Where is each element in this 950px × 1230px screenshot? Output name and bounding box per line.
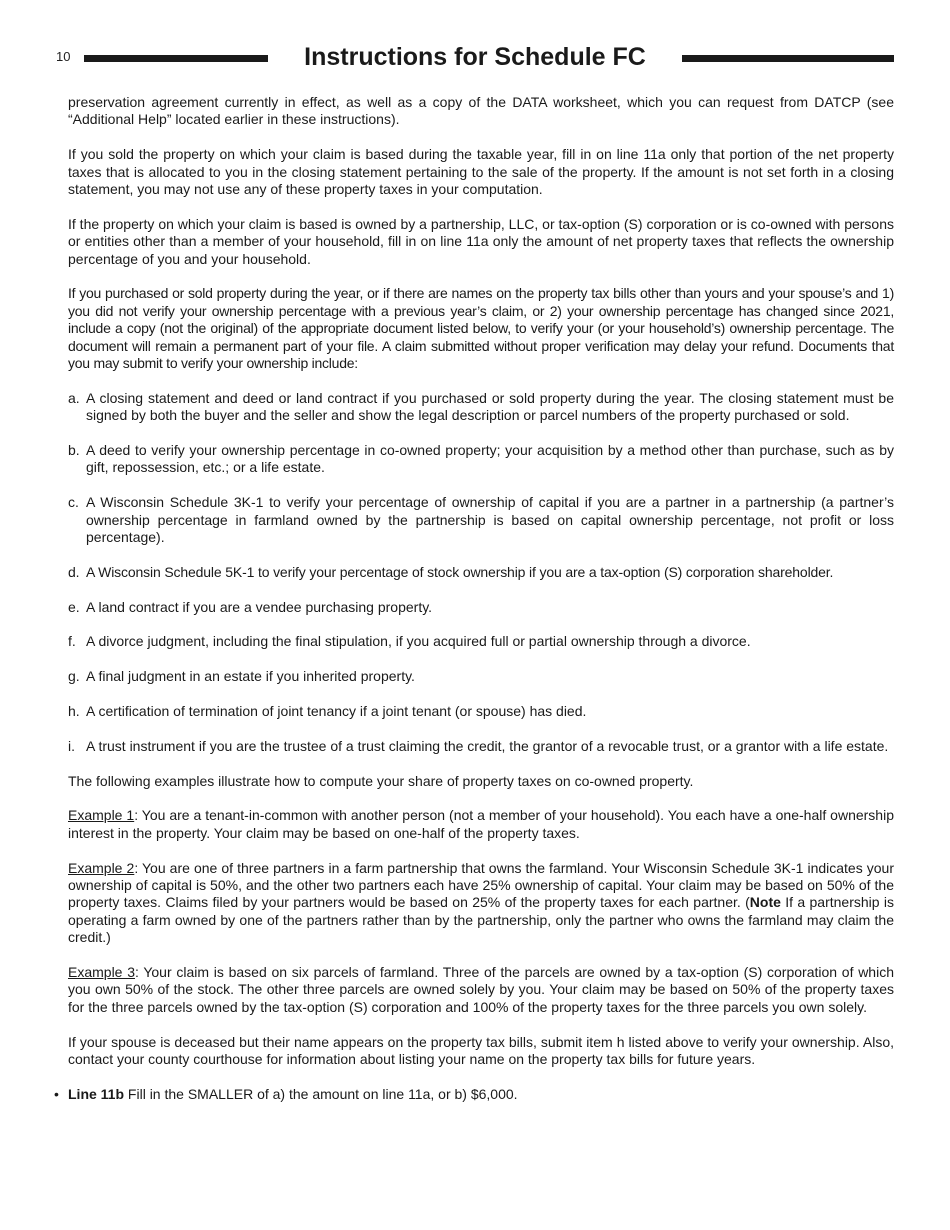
example-text: : Your claim is based on six parcels of farmland. Three of the parcels are owned by a tax-option (S) corporation of which you own 50% of the stock. The other three parcels are owned solely by you. Your claim may be based on 50% of the property taxes for the three parcels owned by the tax-option (S) corporation and 100% of the property taxes for the three parcels you own solely. xyxy=(68,964,894,1015)
list-marker: b. xyxy=(68,442,80,459)
list-item-text: A land contract if you are a vendee purchasing property. xyxy=(86,598,433,615)
list-item-text: A certification of termination of joint tenancy if a joint tenant (or spouse) has died. xyxy=(86,703,587,720)
example-3 xyxy=(68,964,894,1016)
line-11b-instruction xyxy=(54,1085,894,1103)
note-label: Note xyxy=(749,894,781,911)
list-item xyxy=(68,599,894,616)
list-item-text: A final judgment in an estate if you inherited property. xyxy=(86,668,415,685)
header-rule-left xyxy=(84,55,268,62)
bullet: • xyxy=(54,1085,59,1102)
list-item xyxy=(68,738,894,755)
page-title: Instructions for Schedule FC xyxy=(304,43,646,71)
example-text: : You are a tenant-in-common with another person (not a member of your household). You each have a one-half ownership interest in the property. Your claim may be based on one-half of the property taxes. xyxy=(68,807,894,841)
list-item-text: A closing statement and deed or land contract if you purchased or sold property during the year. The closing statement must be signed by both the buyer and the seller and show the legal description or parcel numbers of the property purchased or sold. xyxy=(86,389,894,424)
list-item xyxy=(68,668,894,685)
instructions-body xyxy=(54,94,894,1121)
paragraph-deceased-spouse: If your spouse is deceased but their name appears on the property tax bills, submit item h listed above to verify your ownership. Also, contact your county courthouse for information about listing your name on the property tax bills for future years. xyxy=(68,1033,894,1068)
example-note-text: If a partnership is operating a farm owned by one of the partners rather than by the partnership, only the partner who owns the farmland may claim the credit.) xyxy=(68,894,894,946)
list-marker: g. xyxy=(68,668,80,685)
list-item xyxy=(68,390,894,425)
paragraph-sold-property: If you sold the property on which your claim is based during the taxable year, fill in on line 11a only that portion of the net property taxes that is allocated to you in the closing statement pertaining to the sale of the property. If the amount is not set forth in a closing statement, you may not use any of these property taxes in your computation. xyxy=(68,146,894,198)
list-item xyxy=(68,703,894,720)
list-item-text: A trust instrument if you are the trustee of a trust claiming the credit, the grantor of a revocable trust, or a grantor with a life estate. xyxy=(86,737,889,754)
line-11b-text: Fill in the SMALLER of a) the amount on line 11a, or b) $6,000. xyxy=(124,1085,518,1102)
line-11b-label: Line 11b xyxy=(68,1085,125,1102)
list-item-text: A Wisconsin Schedule 3K-1 to verify your percentage of ownership of capital if you are a partner in a partnership (a partner’s ownership percentage in farmland owned by the partnership is based on capital ownership percentage, not profit or loss percentage). xyxy=(86,494,894,546)
list-marker: a. xyxy=(68,389,80,406)
example-label: Example 2 xyxy=(68,859,135,876)
example-label: Example 3 xyxy=(68,964,135,981)
list-marker: i. xyxy=(68,737,75,754)
list-item-text: A Wisconsin Schedule 5K-1 to verify your percentage of stock ownership if you are a tax-option (S) corporation shareholder. xyxy=(86,563,834,580)
list-item xyxy=(68,442,894,477)
list-marker: c. xyxy=(68,494,79,511)
example-label: Example 1 xyxy=(68,807,135,824)
list-marker: h. xyxy=(68,703,80,720)
page-number: 10 xyxy=(56,49,71,64)
list-marker: e. xyxy=(68,598,80,615)
ownership-documents-list xyxy=(68,390,894,755)
example-1 xyxy=(68,807,894,842)
paragraph-preservation-agreement: preservation agreement currently in effect, as well as a copy of the DATA worksheet, which you can request from DATCP (see “Additional Help” located earlier in these instructions). xyxy=(68,94,894,128)
paragraph-examples-intro: The following examples illustrate how to compute your share of property taxes on co-owned property. xyxy=(68,772,694,789)
list-marker: d. xyxy=(68,563,80,580)
example-text: : You are one of three partners in a farm partnership that owns the farmland. Your Wisconsin Schedule 3K-1 indicates your ownership of capital is 50%, and the other two partners each have 25% ownership of capital. Your claim may be based on 50% of the property taxes. Claims filed by your partners would be based on 25% of the property taxes for each partner. ( xyxy=(68,859,894,911)
list-item-text: A divorce judgment, including the final stipulation, if you acquired full or partial ownership through a divorce. xyxy=(86,633,751,650)
list-item xyxy=(68,564,894,581)
list-marker: f. xyxy=(68,633,76,650)
list-item-text: A deed to verify your ownership percentage in co-owned property; your acquisition by a method other than purchase, such as by gift, repossession, etc.; or a life estate. xyxy=(86,442,894,476)
list-item xyxy=(68,633,894,650)
example-2 xyxy=(68,860,894,947)
page-header xyxy=(0,40,950,76)
header-rule-right xyxy=(682,55,894,62)
paragraph-verify-ownership: If you purchased or sold property during the year, or if there are names on the property tax bills other than yours and your spouse’s and 1) you did not verify your ownership percentage with a previous year’s claim, or 2) your ownership percentage has changed since 2021, include a copy (not the original) of the appropriate document listed below, to verify your (or your household’s) ownership percentage. The document will remain a permanent part of your file. A claim submitted without proper verification may delay your refund. Documents that you may submit to verify your ownership include: xyxy=(68,285,894,372)
list-item xyxy=(68,494,894,546)
paragraph-partnership-ownership: If the property on which your claim is based is owned by a partnership, LLC, or tax-option (S) corporation or is co-owned with persons or entities other than a member of your household, fill in on line 11a only the amount of net property taxes that reflects the ownership percentage of you and your household. xyxy=(68,215,894,267)
